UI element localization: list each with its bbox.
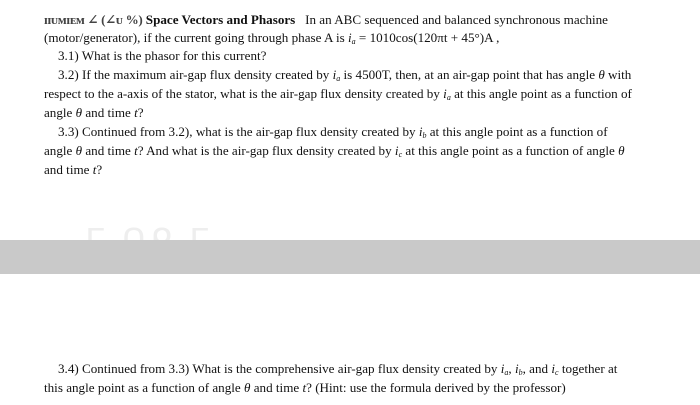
question-3-2-line-1: 3.2) If the maximum air-gap flux density created by $i_a$ is 4500T, then, at an air-gap point that has angle θ with (58, 67, 632, 83)
problem-number-cut: ɪɪᴜᴍɪᴇᴍ ∠ (∠ᴜ %) (44, 12, 143, 27)
question-3-3-line-1: 3.3) Continued from 3.2), what is the air-gap flux density created by $i_b$ at this angle point as a function of (58, 124, 608, 140)
question-3-4-line-1: 3.4) Continued from 3.3) What is the comprehensive air-gap flux density created by $i_a$, $i_b$, and $i_c$ together at (58, 361, 618, 377)
page-separator (0, 240, 700, 274)
problem-heading-line (44, 11, 608, 29)
intro-text: In an ABC sequenced and balanced synchronous machine (305, 12, 608, 27)
question-3-1: 3.1) What is the phasor for this current? (58, 48, 267, 63)
current-equation: = 1010cos(120πt + 45°)A , (358, 30, 500, 45)
question-3-2-line-3: angle θ and time t? (44, 105, 144, 120)
question-3-3-line-3: and time t? (44, 162, 103, 177)
intro-line-2: (motor/generator), if the current going through phase A is $i_a = 1010\cos(120\pi t + 45^\circ)A$ , (44, 30, 500, 46)
question-3-4-line-2: this angle point as a function of angle θ and time t? (Hint: use the formula derived by the professor) (44, 380, 566, 395)
question-3-3-line-2: angle θ and time t? And what is the air-gap flux density created by $i_c$ at this angle point as a function of angle θ (44, 143, 625, 159)
question-3-2-line-2: respect to the a-axis of the stator, what is the air-gap flux density created by $i_a$ at this angle point as a function of (44, 86, 632, 102)
problem-title: Space Vectors and Phasors (145, 12, 296, 27)
document-page-bottom (0, 274, 700, 405)
